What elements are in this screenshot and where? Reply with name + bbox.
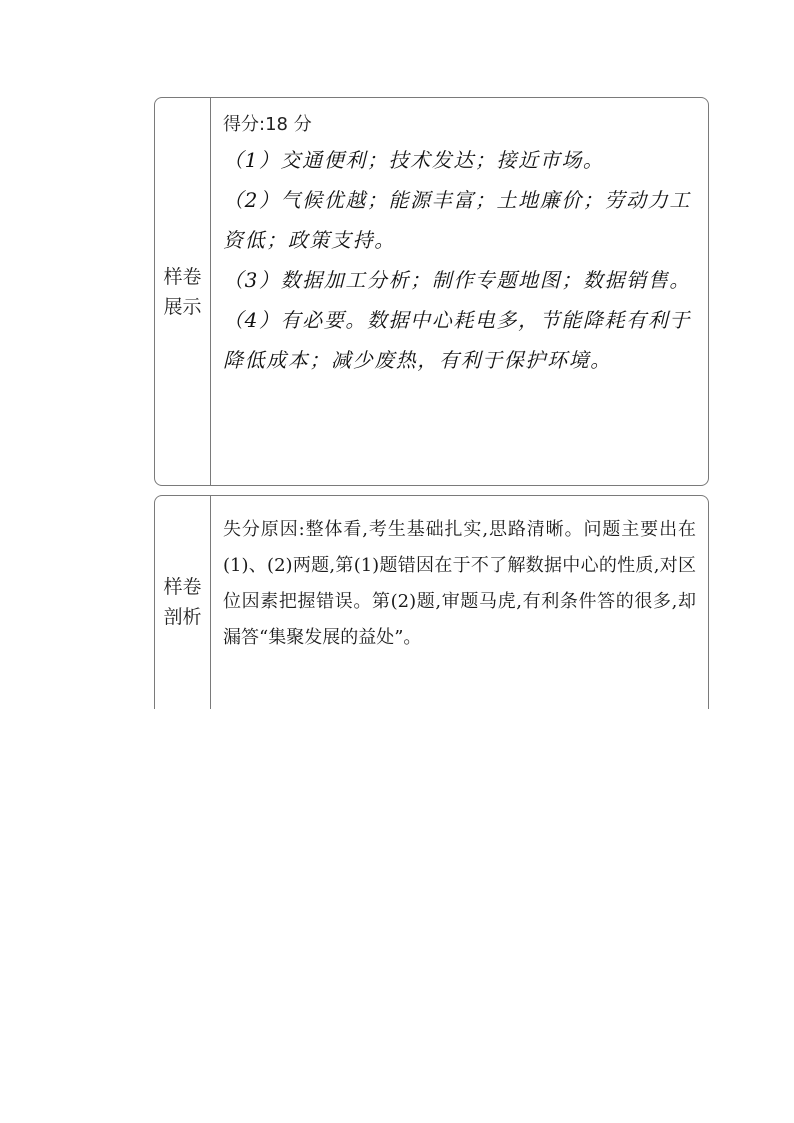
score-text: 得分:18 分 (223, 114, 312, 135)
analysis-label: 样卷剖析 (163, 576, 202, 628)
sample-analysis-box (154, 495, 709, 709)
answer-3: （3）数据加工分析；制作专题地图；数据销售。 (223, 268, 691, 292)
analysis-content (211, 496, 708, 709)
answer-1: （1）交通便利；技术发达；接近市场。 (223, 148, 605, 172)
sample-label-cell (155, 98, 211, 485)
answer-2: （2）气候优越；能源丰富；土地廉价；劳动力工资低；政策支持。 (223, 188, 691, 252)
answer-4: （4）有必要。数据中心耗电多，节能降耗有利于降低成本；减少废热，有利于保护环境。 (223, 308, 691, 372)
sample-label: 样卷展示 (163, 265, 202, 318)
sample-content (211, 98, 708, 485)
analysis-label-cell (155, 496, 211, 709)
sample-display-box (154, 97, 709, 486)
analysis-text: 失分原因:整体看,考生基础扎实,思路清晰。问题主要出在(1)、(2)两题,第(1)题错因在于不了解数据中心的性质,对区位因素把握错误。第(2)题,审题马虎,有利条件答的很多,却漏答“集聚发展的益处”。 (223, 519, 696, 648)
